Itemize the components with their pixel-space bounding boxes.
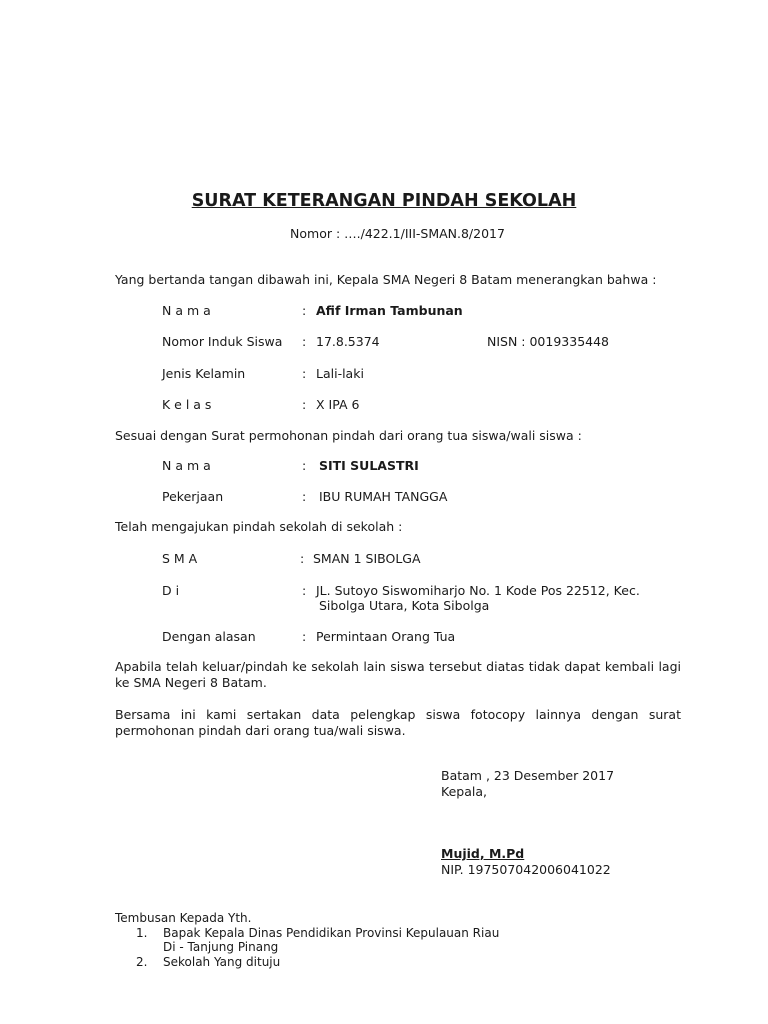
school-label: S M A [162, 551, 198, 566]
occupation-label: Pekerjaan [162, 489, 224, 504]
place-date: Batam , 23 Desember 2017 [441, 768, 615, 783]
address-line-1: JL. Sutoyo Siswomiharjo No. 1 Kode Pos 22512, Kec. [316, 583, 640, 598]
parent-name-label: N a m a [162, 458, 211, 473]
signer-position: Kepala, [441, 784, 487, 799]
signer-name: Mujid, M.Pd [441, 846, 525, 861]
sesuai-text: Sesuai dengan Surat permohonan pindah dari orang tua siswa/wali siswa : [115, 428, 582, 443]
colon: : [302, 458, 307, 473]
signer-nip: NIP. 197507042006041022 [441, 862, 611, 877]
paragraph-return: Apabila telah keluar/pindah ke sekolah lain siswa tersebut diatas tidak dapat kembali lagi ke SMA Negeri 8 Batam. [115, 659, 681, 690]
student-name-label: N a m a [162, 303, 211, 318]
reason-label: Dengan alasan [162, 629, 256, 644]
tembusan-item: Sekolah Yang dituju [163, 955, 281, 969]
colon: : [302, 489, 307, 504]
class-value: X IPA 6 [316, 397, 360, 412]
occupation-value: IBU RUMAH TANGGA [319, 489, 448, 504]
class-label: K e l a s [162, 397, 212, 412]
letter-number: Nomor : …./422.1/III-SMAN.8/2017 [290, 226, 505, 241]
student-name: Afif Irman Tambunan [316, 303, 463, 318]
tembusan-item-sub: Di - Tanjung Pinang [163, 940, 279, 954]
paragraph-attachments: Bersama ini kami sertakan data pelengkap siswa fotocopy lainnya dengan surat permohonan pindah dari orang tua/wali siswa. [115, 707, 681, 738]
address-line-2: Sibolga Utara, Kota Sibolga [319, 598, 490, 613]
tembusan-heading: Tembusan Kepada Yth. [115, 911, 252, 925]
address-label: D i [162, 583, 180, 598]
tembusan-item: Bapak Kepala Dinas Pendidikan Provinsi Kepulauan Riau [163, 926, 500, 940]
colon: : [300, 551, 305, 566]
colon: : [302, 397, 307, 412]
tembusan-number: 2. [136, 955, 148, 969]
nis-value: 17.8.5374 [316, 334, 380, 349]
gender-label: Jenis Kelamin [162, 366, 246, 381]
nis-label: Nomor Induk Siswa [162, 334, 283, 349]
parent-name: SITI SULASTRI [319, 458, 419, 473]
reason-value: Permintaan Orang Tua [316, 629, 456, 644]
telah-text: Telah mengajukan pindah sekolah di sekolah : [115, 519, 403, 534]
tembusan-number: 1. [136, 926, 148, 940]
nisn-value: NISN : 0019335448 [487, 334, 610, 349]
colon: : [302, 629, 307, 644]
colon: : [302, 366, 307, 381]
gender-value: Lali-laki [316, 366, 364, 381]
colon: : [302, 303, 307, 318]
school-value: SMAN 1 SIBOLGA [313, 551, 421, 566]
letter-title: SURAT KETERANGAN PINDAH SEKOLAH [191, 191, 577, 211]
colon: : [302, 583, 307, 598]
colon: : [302, 334, 307, 349]
intro-text: Yang bertanda tangan dibawah ini, Kepala SMA Negeri 8 Batam menerangkan bahwa : [115, 272, 657, 287]
